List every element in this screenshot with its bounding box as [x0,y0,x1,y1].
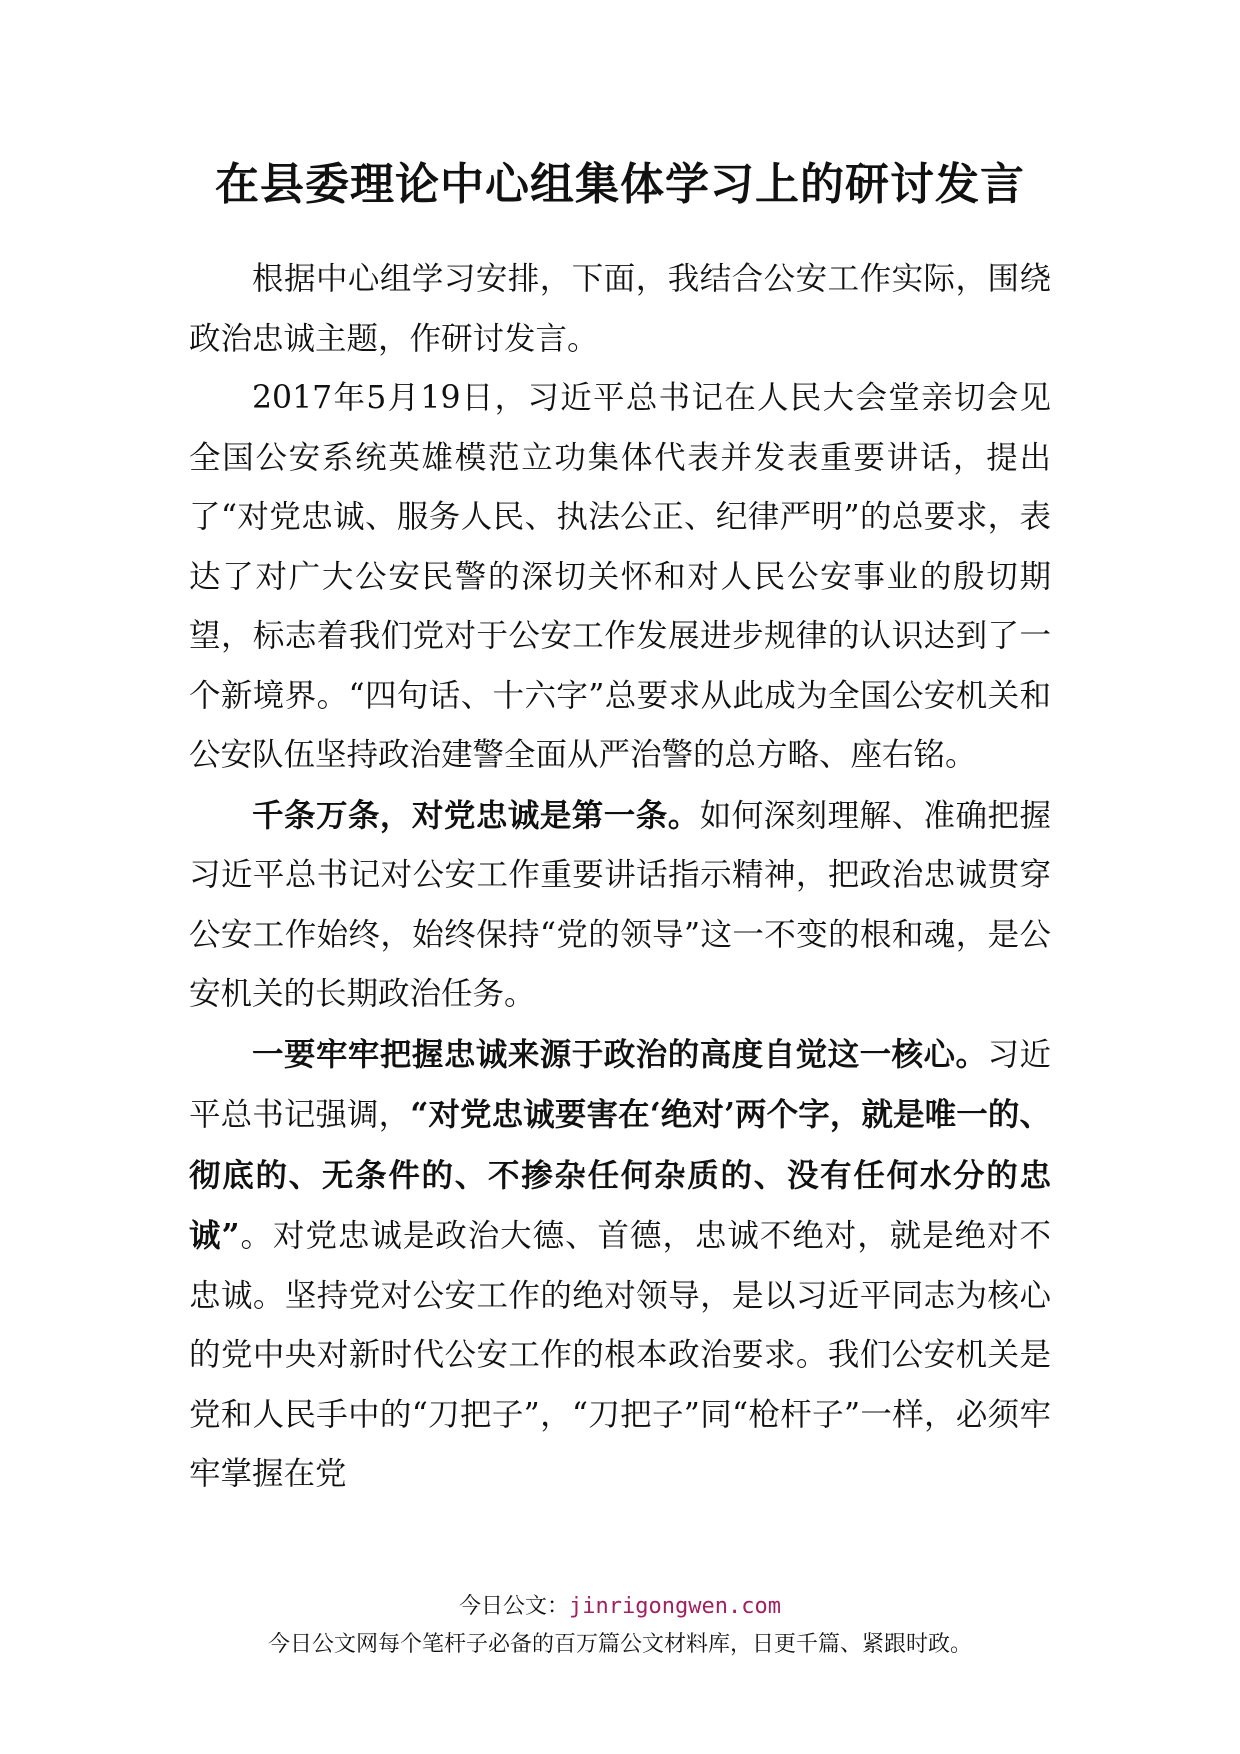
paragraph-background [189,369,1051,786]
paragraph-loyalty-first [189,786,1051,1025]
footer-slogan: 今日公文网每个笔杆子必备的百万篇公文材料库，日更千篇、紧跟时政。 [267,1632,972,1657]
paragraph-lead-bold: 一要牢牢把握忠诚来源于政治的高度自觉这一核心。 [252,1035,988,1073]
page-footer [0,1588,1240,1664]
page-title: 在县委理论中心组集体学习上的研讨发言 [215,159,1025,210]
footer-site-link[interactable]: jinrigongwen.com [569,1594,781,1619]
paragraph-text: 习近平总书记强调， [189,1036,1051,1133]
paragraph-text: 2017年5月19日，习近平总书记在人民大会堂亲切会见全国公安系统英雄模范立功集体代表并发表重要讲话，提出了“对党忠诚、服务人民、执法公正、纪律严明”的总要求，表达了对广大公安民警的深切关怀和对人民公安事业的殷切期望，标志着我们党对于公安工作发展进步规律的认识达到了一个新境界。“四句话、十六字”总要求从此成为全国公安机关和公安队伍坚持政治建警全面从严治警的总方略、座右铭。 [189,380,1051,773]
paragraph-point-one [189,1025,1051,1505]
paragraph-text: 。对党忠诚是政治大德、首德，忠诚不绝对，就是绝对不忠诚。坚持党对公安工作的绝对领导，是以习近平同志为核心的党中央对新时代公安工作的根本政治要求。我们公安机关是党和人民手中的“刀把子”，“刀把子”同“枪杆子”一样，必须牢牢掌握在党 [189,1218,1051,1492]
paragraph-quote-bold: “对党忠诚要害在‘绝对’两个字，就是唯一的、彻底的、无条件的、不掺杂任何杂质的、没有任何水分的忠诚” [189,1096,1051,1254]
article-body [189,250,1051,1505]
paragraph-lead-bold: 千条万条，对党忠诚是第一条。 [252,796,700,834]
paragraph-text: 如何深刻理解、准确把握习近平总书记对公安工作重要讲话指示精神，把政治忠诚贯穿公安工作始终，始终保持“党的领导”这一不变的根和魂，是公安机关的长期政治任务。 [189,797,1051,1012]
paragraph-intro [189,250,1051,369]
footer-source-line [0,1588,1240,1626]
footer-source-label: 今日公文： [459,1594,570,1619]
paragraph-text: 根据中心组学习安排，下面，我结合公安工作实际，围绕政治忠诚主题，作研讨发言。 [189,261,1051,357]
